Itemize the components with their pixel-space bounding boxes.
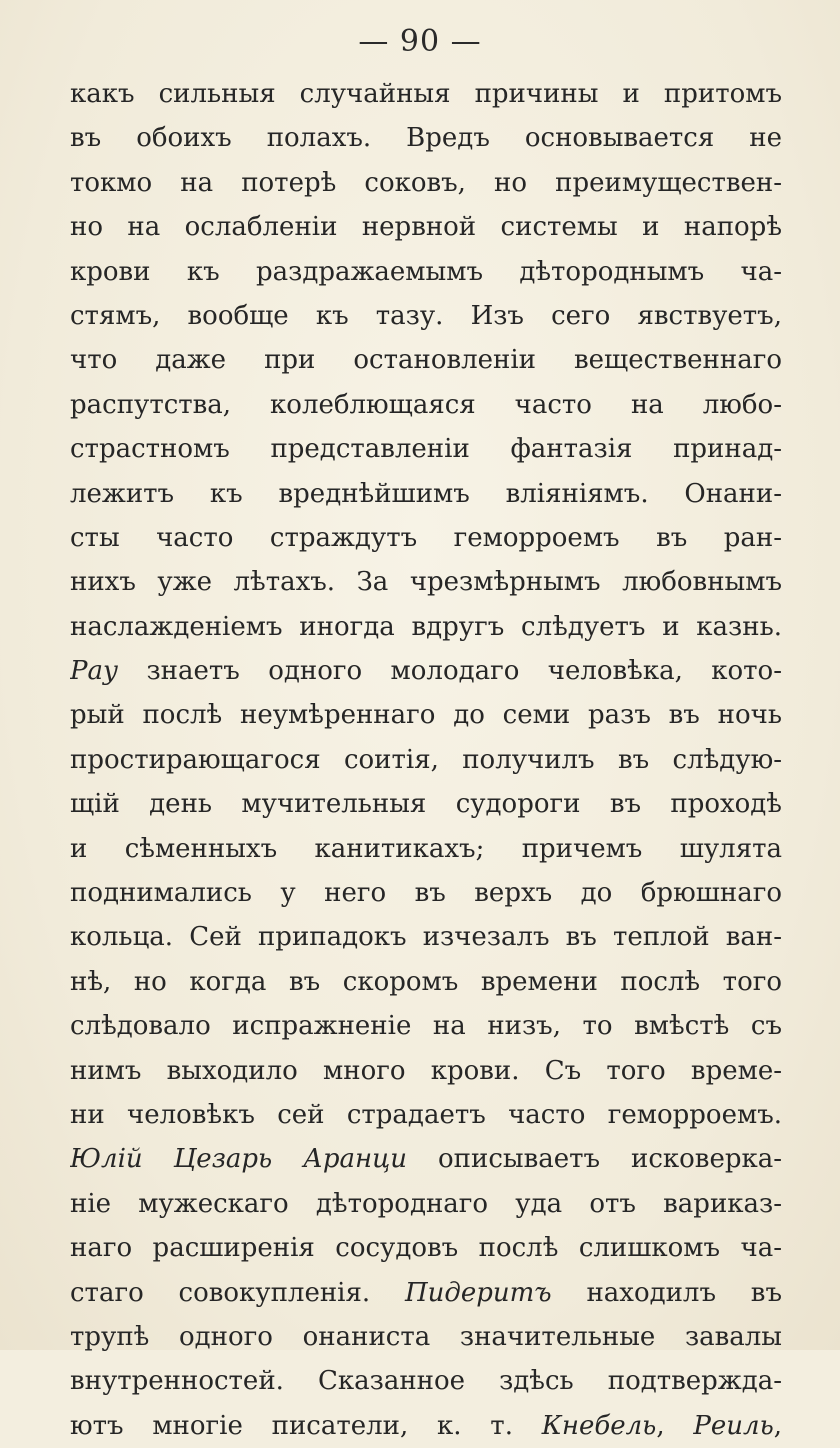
text-line xyxy=(70,72,782,116)
italic-name: Реиль xyxy=(693,1410,774,1441)
text-line xyxy=(70,693,782,737)
text-line xyxy=(70,1093,782,1137)
text-segment: какъ сильныя случайныя причины и притомъ xyxy=(70,79,782,109)
text-segment: сты часто страждутъ геморроемъ въ ран- xyxy=(70,522,782,553)
text-line xyxy=(70,1359,782,1403)
italic-name: Пидеритъ xyxy=(404,1277,552,1308)
text-line xyxy=(70,915,782,959)
text-line xyxy=(70,827,782,871)
text-line xyxy=(70,1404,782,1448)
italic-name: Кнебель xyxy=(541,1410,657,1441)
text-line xyxy=(70,427,782,471)
text-segment: наго расширенія сосудовъ послѣ слишкомъ ча- xyxy=(70,1233,782,1264)
text-segment: слѣдовало испражненіе на низъ, то вмѣстѣ съ xyxy=(70,1011,782,1042)
text-line xyxy=(70,1049,782,1093)
text-segment: описываетъ исковерка- xyxy=(407,1144,782,1175)
text-line xyxy=(70,1271,782,1315)
text-line xyxy=(70,1315,782,1359)
italic-name: Юлій Цезарь Аранци xyxy=(70,1144,408,1175)
text-segment: нимъ выходило много крови. Съ того време- xyxy=(70,1055,782,1086)
text-body xyxy=(70,72,782,1448)
page-number: — 90 — xyxy=(358,24,482,59)
text-line xyxy=(70,649,782,693)
text-segment: крови къ раздражаемымъ дѣтороднымъ ча- xyxy=(70,256,782,287)
text-segment: что даже при остановленіи вещественнаго xyxy=(70,345,782,376)
text-line xyxy=(70,1182,782,1226)
text-segment: стямъ, вообще къ тазу. Изъ сего явствуетъ, xyxy=(70,300,782,331)
text-segment: наслажденіемъ иногда вдругъ слѣдуетъ и казнь. xyxy=(70,611,782,642)
text-line xyxy=(70,516,782,560)
text-segment: рый послѣ неумѣреннаго до семи разъ въ ночь xyxy=(70,700,782,731)
text-segment: находилъ въ xyxy=(551,1277,782,1308)
text-segment: кольца. Сей припадокъ изчезалъ въ теплой ван- xyxy=(70,922,782,953)
text-segment: распутства, колеблющаяся часто на любо- xyxy=(70,389,782,420)
text-segment: въ обоихъ полахъ. Вредъ основывается не xyxy=(70,123,782,154)
text-line xyxy=(70,472,782,516)
text-segment: стаго совокупленія. xyxy=(70,1277,405,1308)
text-line xyxy=(70,116,782,160)
text-segment: ютъ многіе писатели, к. т. xyxy=(70,1410,542,1441)
text-line xyxy=(70,383,782,427)
text-segment: поднимались у него въ верхъ до брюшнаго xyxy=(70,878,782,909)
text-segment: ніе мужескаго дѣтороднаго уда отъ вариказ- xyxy=(70,1188,782,1219)
text-line xyxy=(70,250,782,294)
text-segment: но на ослабленіи нервной системы и напорѣ xyxy=(70,212,782,243)
text-segment: нихъ уже лѣтахъ. За чрезмѣрнымъ любовнымъ xyxy=(70,567,782,598)
text-segment: внутренностей. Сказанное здѣсь подтвержда- xyxy=(70,1366,782,1397)
text-segment: простирающагося соитія, получилъ въ слѣдую- xyxy=(70,744,782,775)
text-segment: , xyxy=(773,1410,782,1441)
text-segment: лежитъ къ вреднѣйшимъ вліяніямъ. Онани- xyxy=(70,478,782,509)
text-segment: , xyxy=(656,1410,694,1441)
text-line xyxy=(70,782,782,826)
text-segment: нѣ, но когда въ скоромъ времени послѣ того xyxy=(70,966,782,997)
text-line xyxy=(70,338,782,382)
text-line xyxy=(70,161,782,205)
text-segment: ни человѣкъ сей страдаетъ часто геморроемъ. xyxy=(70,1099,782,1130)
text-segment: щій день мучительныя судороги въ проходѣ xyxy=(70,789,782,820)
text-line xyxy=(70,605,782,649)
italic-name: Рау xyxy=(70,656,119,687)
text-line xyxy=(70,1137,782,1181)
text-segment: токмо на потерѣ соковъ, но преимуществен- xyxy=(70,167,782,198)
text-line xyxy=(70,871,782,915)
text-segment: знаетъ одного молодаго человѣка, кото- xyxy=(118,656,782,687)
text-segment: трупѣ одного онаниста значительные завалы xyxy=(70,1321,782,1352)
text-line xyxy=(70,560,782,604)
text-segment: страстномъ представленіи фантазія принад- xyxy=(70,434,782,465)
text-line xyxy=(70,205,782,249)
text-segment: и сѣменныхъ канитикахъ; причемъ шулята xyxy=(70,833,782,864)
text-line xyxy=(70,1004,782,1048)
text-line xyxy=(70,738,782,782)
text-line xyxy=(70,1226,782,1270)
text-line xyxy=(70,294,782,338)
text-line xyxy=(70,960,782,1004)
